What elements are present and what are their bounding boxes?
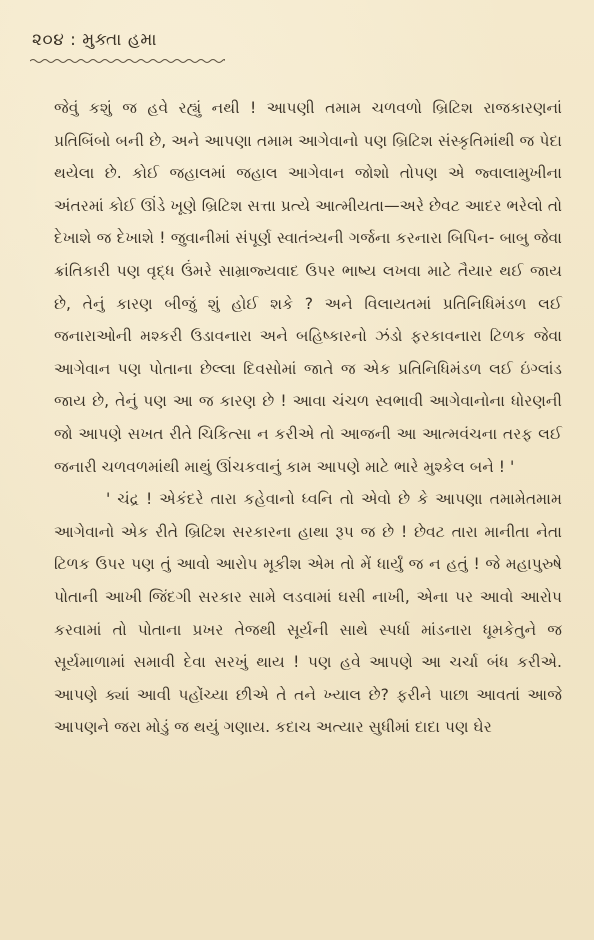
header-wavy-rule bbox=[30, 58, 225, 64]
running-head: ૨૦૪ : મુક્તા હમા bbox=[32, 30, 158, 50]
paragraph-2: ' ચંદ્ર ! એકંદરે તારા કહેવાનો ધ્વનિ તો એવો છે કે આપણા તમામેતમામ આગેવાનો એક રીતે બ્રિટિશ સરકારના હાથા રૂપ જ છે ! છેવટ તારા માનીતા નેતા ટિળક ઉપર પણ તું આવો આરોપ મૂકીશ એમ તો મેં ધાર્યું જ ન હતું ! જે મહાપુરુષે પોતાની આખી જિંદગી સરકાર સામે લડવામાં ઘસી નાખી, એના પર આવો આરોપ કરવામાં તો પોતાના પ્રખર તેજથી સૂર્યની સાથે સ્પર્ધા માંડનારા ધૂમકેતુને જ સૂર્યમાળામાં સમાવી દેવા સરખું થાય ! પણ હવે આપણે આ ચર્ચા બંધ કરીએ. આપણે ક્યાં આવી પહોંચ્યા છીએ તે તને ખ્યાલ છે? ફરીને પાછા આવતાં આજે આપણને જરા મોડું જ થયું ગણાય. કદાચ અત્યાર સુધીમાં દાદા પણ ઘેર bbox=[54, 490, 562, 737]
paragraph-1: જેવું કશું જ હવે રહ્યું નથી ! આપણી તમામ ચળવળો બ્રિટિશ રાજકારણનાં પ્રતિબિંબો બની છે, અને આપણા તમામ આગેવાનો પણ બ્રિટિશ સંસ્કૃતિમાંથી જ પેદા થયેલા છે. કોઈ જહાલમાં જહાલ આગેવાન જોશો તોપણ એ જ્વાલામુખીના અંતરમાં કોઈ ઊંડે ખૂણે બ્રિટિશ સત્તા પ્રત્યે આત્મીયતા—અરે છેવટ આદર ભરેલો તો દેખાશે જ દેખાશે ! જુવાનીમાં સંપૂર્ણ સ્વાતંત્ર્યની ગર્જના કરનારા બિપિન- બાબુ જેવા ક્રાંતિકારી પણ વૃદ્ધ ઉંમરે સામ્રાજ્યવાદ ઉપર ભાષ્ય લખવા માટે તૈયાર થઈ જાય છે, તેનું કારણ બીજું શું હોઈ શકે ? અને વિલાયતમાં પ્રતિનિધિમંડળ લઈ જનારાઓની મશ્કરી ઉડાવનારા અને બહિષ્કારનો ઝંડો ફરકાવનારા ટિળક જેવા આગેવાન પણ પોતાના છેલ્લા દિવસોમાં જાતે જ એક પ્રતિનિધિમંડળ લઈ ઇંગ્લાંડ જાય છે, તેનું પણ આ જ કારણ છે ! આવા ચંચળ સ્વભાવી આગેવાનોના ધોરણની જો આપણે સખત રીતે ચિકિત્સા ન કરીએ તો આજની આ આત્મવંચના તરફ લઈ જનારી ચળવળમાંથી માથું ઊંચકવાનું કામ આપણે માટે ભારે મુશ્કેલ બને ! ' bbox=[54, 99, 562, 476]
body-text bbox=[54, 92, 562, 744]
